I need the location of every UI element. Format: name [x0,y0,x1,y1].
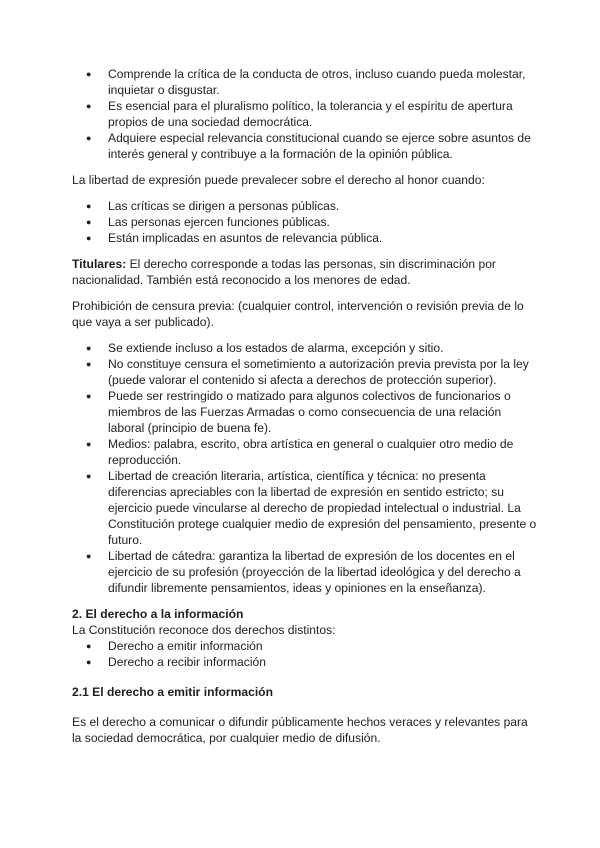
list-item: ● Puede ser restringido o matizado para algunos colectivos de funcionarios o miembros de las Fuerzas Armadas o como consecuencia de una relación laboral (principio de buena fe). [72,388,540,436]
section-heading-derecho-informacion: 2. El derecho a la información [72,607,244,621]
list-item: ● Derecho a emitir información [72,638,540,654]
paragraph-censura-previa: Prohibición de censura previa: (cualquier control, intervención o revisión previa de lo que vaya a ser publicado). [72,299,524,329]
list-item: ● Medios: palabra, escrito, obra artística en general o cualquier otro medio de reproducción. [72,436,540,468]
list-item: ● Las críticas se dirigen a personas públicas. [72,198,540,214]
list-item: ● No constituye censura el sometimiento a autorización previa prevista por la ley (puede valorar el contenido si afecta a derechos de protección superior). [72,356,540,388]
list-item: ● Derecho a recibir información [72,654,540,670]
section-heading-emitir-informacion: 2.1 El derecho a emitir información [72,685,273,699]
list-item: ● Adquiere especial relevancia constitucional cuando se ejerce sobre asuntos de interés general y contribuye a la formación de la opinión pública. [72,130,540,162]
paragraph-titulares [72,256,540,288]
list-item: ● Las personas ejercen funciones públicas. [72,214,540,230]
list-item: ● Libertad de creación literaria, artística, científica y técnica: no presenta diferencias apreciables con la libertad de expresión en sentido estricto; su ejercicio puede vincularse al derecho de propiedad intelectual o industrial. La Constitución protege cualquier medio de expresión del pensamiento, presente o futuro. [72,468,540,548]
bullet-list-derechos [72,638,540,670]
bullet-list-expresion-caracteristicas [72,66,540,162]
list-item: ● Se extiende incluso a los estados de alarma, excepción y sitio. [72,340,540,356]
paragraph-prevalece: La libertad de expresión puede prevalecer sobre el derecho al honor cuando: [72,173,485,187]
paragraph-emitir-informacion: Es el derecho a comunicar o difundir públicamente hechos veraces y relevantes para la sociedad democrática, por cualquier medio de difusión. [72,715,528,745]
bullet-list-prevalece [72,198,540,246]
list-item: ● Comprende la crítica de la conducta de otros, incluso cuando pueda molestar, inquietar o disgustar. [72,66,540,98]
list-item: ● Es esencial para el pluralismo político, la tolerancia y el espíritu de apertura propios de una sociedad democrática. [72,98,540,130]
titulares-label: Titulares: [72,257,127,271]
paragraph-constitucion-reconoce: La Constitución reconoce dos derechos distintos: [72,623,336,637]
titulares-text: El derecho corresponde a todas las personas, sin discriminación por nacionalidad. También está reconocido a los menores de edad. [72,257,496,287]
list-item: ● Libertad de cátedra: garantiza la libertad de expresión de los docentes en el ejercicio de su profesión (proyección de la libertad ideológica y del derecho a difundir libremente pensamientos, ideas y opiniones en la enseñanza). [72,548,540,596]
bullet-list-censura [72,340,540,596]
list-item: ● Están implicadas en asuntos de relevancia pública. [72,230,540,246]
